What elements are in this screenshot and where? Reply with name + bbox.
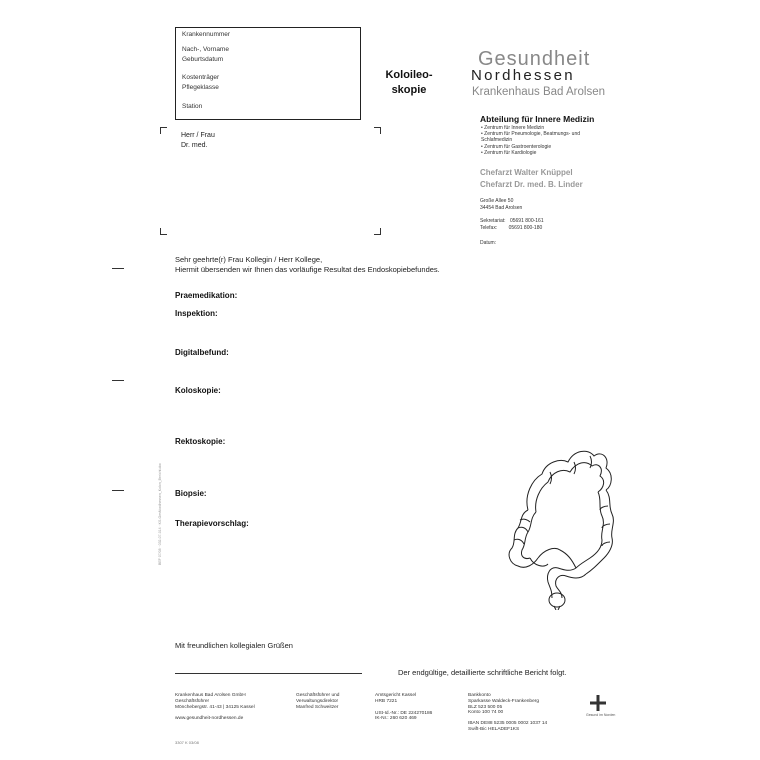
recipient-block bbox=[181, 131, 215, 151]
footer-company-name: Krankenhaus Bad Arolsen GmbH bbox=[175, 693, 246, 698]
fax-row bbox=[480, 225, 544, 232]
secretary-phone: 05691 800-161 bbox=[509, 218, 544, 224]
center-item: • Zentrum für Gastroenterologie bbox=[481, 144, 591, 150]
department-name: Abteilung für Innere Medizin bbox=[480, 114, 595, 124]
center-list bbox=[481, 125, 591, 156]
footer-management-line: Geschäftsführer und bbox=[296, 693, 340, 698]
section-premedication: Praemedikation: bbox=[175, 291, 238, 300]
salutation-line-2: Hiermit übersenden wir Ihnen das vorläufige Resultat des Endoskopiebefundes. bbox=[175, 265, 440, 274]
footer-management bbox=[296, 693, 339, 710]
colon-illustration bbox=[490, 440, 620, 610]
fold-mark-bottom bbox=[112, 490, 124, 491]
recipient-line-1: Herr / Frau bbox=[181, 132, 215, 139]
footer-bank-label: Bankkonto bbox=[468, 693, 491, 698]
salutation-line-1: Sehr geehrte(r) Frau Kollegin / Herr Kollege, bbox=[175, 255, 323, 264]
care-class-label: Pflegeklasse bbox=[182, 84, 219, 91]
window-corner-top-left bbox=[160, 127, 167, 134]
title-line-2: skopie bbox=[391, 84, 427, 96]
section-inspection: Inspektion: bbox=[175, 309, 218, 318]
footer-vat-id: USt-Id.-Nr.: DE 224270186 bbox=[375, 710, 433, 716]
brand-line-2: Nordhessen bbox=[471, 67, 575, 84]
fold-mark-top bbox=[112, 268, 124, 269]
section-colonoscopy: Koloskopie: bbox=[175, 386, 221, 395]
footer-website: www.gesundheit-nordhessen.de bbox=[175, 716, 244, 722]
center-item: • Zentrum für Kardiologie bbox=[481, 150, 591, 156]
footer-court-register: HRB 7221 bbox=[375, 698, 398, 704]
fax-number: 05691 800-180 bbox=[508, 224, 543, 231]
footer-bank-code: BLZ 523 500 05 bbox=[468, 704, 503, 710]
final-report-note: Der endgültige, detaillierte schriftliche Bericht folgt. bbox=[398, 668, 567, 677]
fax-label: Telefax: bbox=[480, 224, 498, 231]
contact-block bbox=[480, 218, 544, 231]
window-corner-bottom-left bbox=[160, 228, 167, 235]
name-label: Nach-, Vorname bbox=[182, 46, 229, 53]
footer-iban: IBAN DE88 5235 0005 0002 1037 14 bbox=[468, 721, 548, 727]
window-corner-top-right bbox=[374, 127, 381, 134]
date-label: Datum: bbox=[480, 240, 497, 246]
center-item: • Zentrum für Pneumologie, Beatmungs- und Schlafmedizin bbox=[481, 131, 591, 143]
patient-address-box bbox=[175, 27, 361, 120]
section-rectoscopy: Rektoskopie: bbox=[175, 437, 226, 446]
secretary-label: Sekretariat: bbox=[480, 218, 506, 224]
section-therapy: Therapievorschlag: bbox=[175, 519, 249, 528]
birthdate-label: Geburtsdatum bbox=[182, 56, 224, 63]
chief-physician-1: Chefarzt Walter Knüppel bbox=[480, 168, 573, 177]
vertical-form-note: BEF 07/08 · 032-07-014 · KS-GesNordhessen_Kolon_Bericht.doc bbox=[158, 462, 162, 565]
footer-court-name: Amtsgericht Kassel bbox=[375, 693, 417, 698]
cross-logo-icon bbox=[590, 695, 606, 711]
chief-physician-2: Chefarzt Dr. med. B. Linder bbox=[480, 180, 583, 189]
cross-logo-label: Gesund im Norden bbox=[586, 713, 616, 717]
address-block bbox=[480, 198, 522, 211]
form-code: 3307 K 03/08 bbox=[175, 740, 199, 745]
footer-management-line: Verwaltungsdirektor bbox=[296, 698, 339, 704]
address-city: 34454 Bad Arolsen bbox=[480, 204, 523, 211]
footer-management-name: Manfred Schweitzer bbox=[296, 704, 339, 710]
footer-swift: Swift-Bic HELADEF1KS bbox=[468, 726, 520, 732]
footer-bank bbox=[468, 693, 547, 733]
footer-company bbox=[175, 693, 255, 722]
brand-line-1: Gesundheit bbox=[478, 48, 591, 70]
section-biopsy: Biopsie: bbox=[175, 489, 207, 498]
signature-line bbox=[175, 673, 362, 674]
address-street: Große Allee 50 bbox=[480, 198, 514, 204]
title-line-1: Koloileo- bbox=[385, 69, 433, 81]
footer-court bbox=[375, 693, 432, 722]
footer-bank-name: Sparkasse Waldeck-Frankenberg bbox=[468, 698, 540, 704]
section-digital-exam: Digitalbefund: bbox=[175, 348, 229, 357]
footer-company-address: Mönchebergstr. 41-43 | 34125 Kassel bbox=[175, 704, 255, 710]
station-label: Station bbox=[182, 103, 203, 110]
recipient-line-2: Dr. med. bbox=[181, 142, 208, 149]
footer-bank-account: Konto 100 74 00 bbox=[468, 710, 504, 716]
insurance-number-label: Krankennummer bbox=[182, 31, 231, 38]
punch-mark bbox=[112, 380, 124, 381]
document-title bbox=[372, 68, 446, 98]
payer-label: Kostenträger bbox=[182, 74, 220, 81]
brand-line-3: Krankenhaus Bad Arolsen bbox=[472, 86, 605, 98]
salutation bbox=[175, 255, 440, 275]
footer-company-role: Geschäftsführer bbox=[175, 698, 210, 704]
center-item: • Zentrum für Innere Medizin bbox=[481, 125, 591, 131]
closing-greeting: Mit freundlichen kollegialen Grüßen bbox=[175, 641, 293, 650]
window-corner-bottom-right bbox=[374, 228, 381, 235]
footer-ik-number: IK-Nr.: 260 620 469 bbox=[375, 716, 417, 722]
